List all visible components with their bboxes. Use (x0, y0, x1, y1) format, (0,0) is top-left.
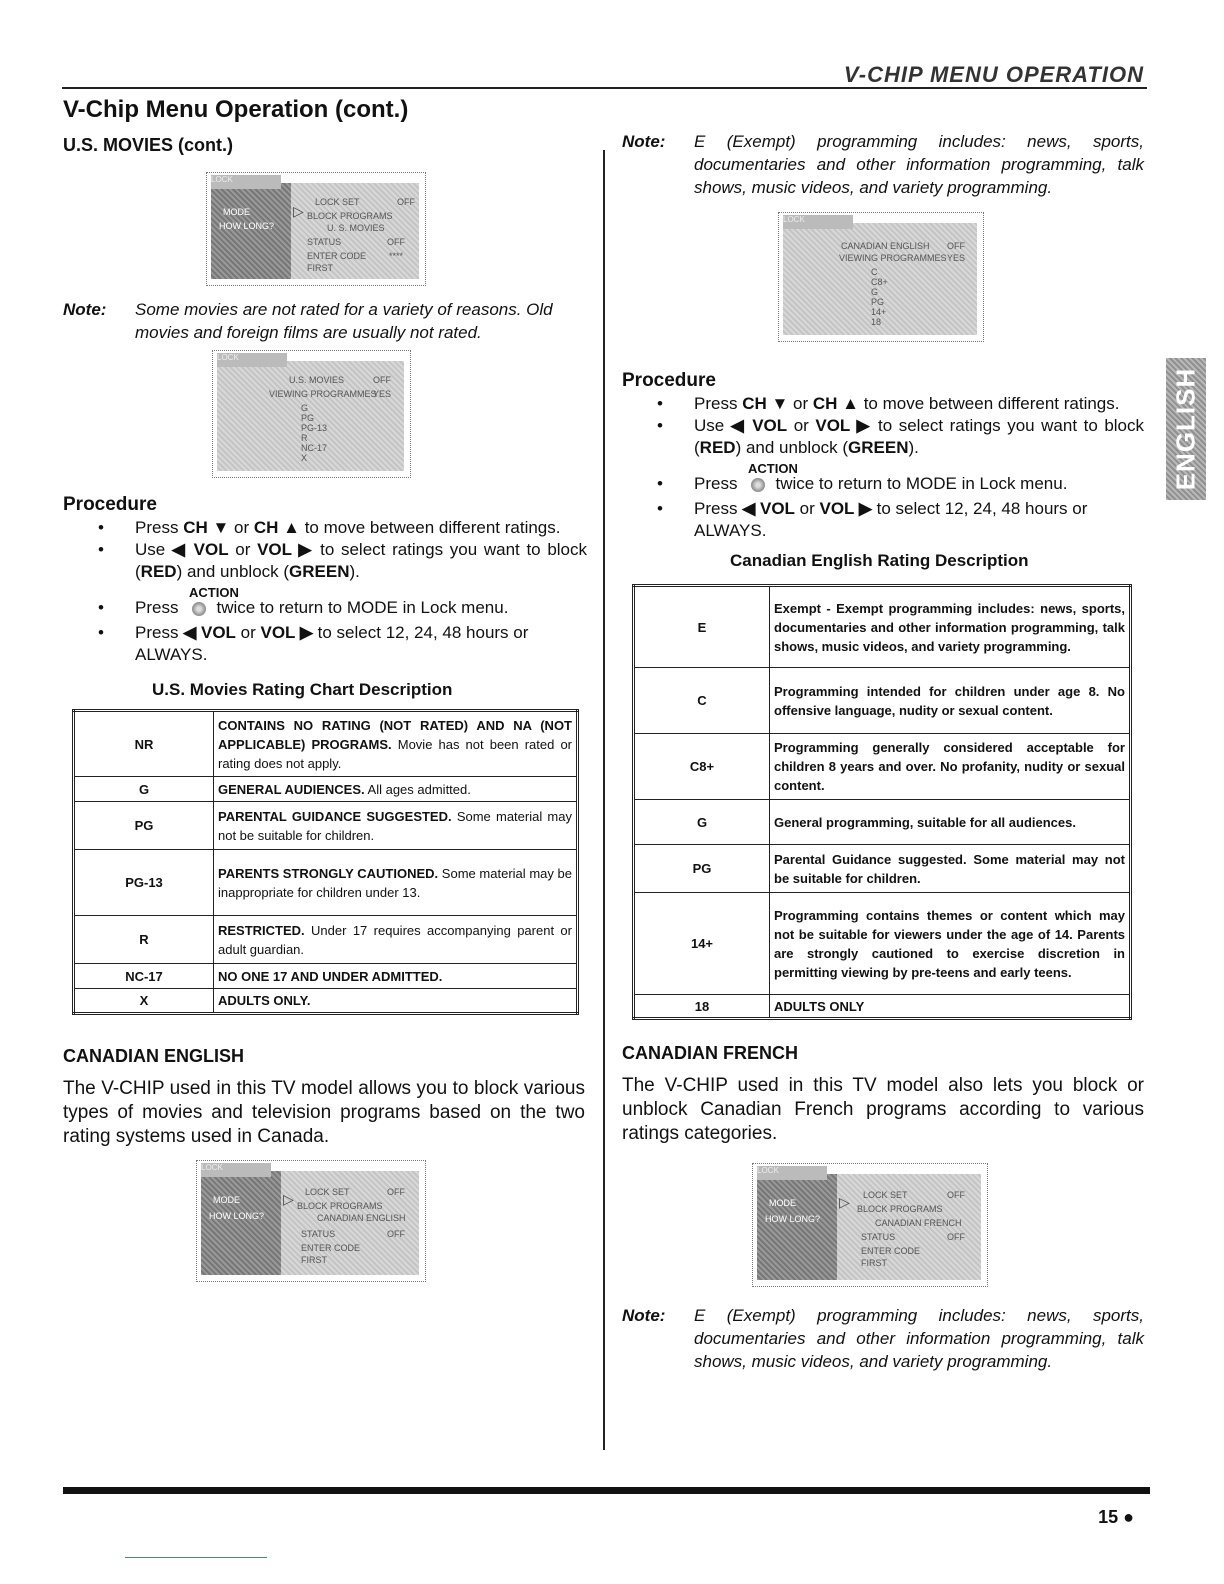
canadian-table-caption: Canadian English Rating Description (730, 551, 1029, 570)
menu-screenshot-canadian-english-ratings: LOCK CANADIAN ENGLISH VIEWING PROGRAMMES C C8+ G PG 14+ 18 OFF YES (778, 212, 984, 342)
header-rule (62, 87, 1147, 89)
menu-screenshot-us-movies-mode: LOCK MODE HOW LONG? ▷ LOCK SET BLOCK PROGRAMS U. S. MOVIES STATUS ENTER CODE FIRST OFF OFF **** (206, 172, 426, 286)
procedure-step: • Press CH ▼ or CH ▲ to move between different ratings. (657, 394, 1120, 413)
table-row: PG Parental Guidance suggested. Some material may not be suitable for children. (634, 845, 1131, 893)
pointer-icon: ▷ (293, 203, 304, 219)
table-row: NR CONTAINS NO RATING (NOT RATED) AND NA (NOT APPLICABLE) PROGRAMS. Movie has not been rated or rating does not apply. (74, 711, 578, 777)
table-row: G GENERAL AUDIENCES. All ages admitted. (74, 777, 578, 802)
action-caption: ACTION (748, 461, 798, 476)
section-title-canadian-french: CANADIAN FRENCH (622, 1043, 798, 1063)
action-button-icon (751, 478, 765, 492)
canadian-english-rating-table (632, 584, 1132, 1020)
note-label: Note: (63, 300, 107, 319)
note-text: E (Exempt) programming includes: news, sports, documentaries and other information programming, talk shows, music videos, and variety programming. (694, 1306, 1144, 1371)
table-row: R RESTRICTED. Under 17 requires accompanying parent or adult guardian. (74, 916, 578, 964)
page-title: V-Chip Menu Operation (cont.) (63, 96, 409, 123)
note-text: E (Exempt) programming includes: news, sports, documentaries and other information programming, talk shows, music videos, and variety programming. (694, 132, 1144, 197)
pointer-icon: ▷ (839, 1194, 850, 1210)
running-header: V-CHIP MENU OPERATION (843, 62, 1144, 87)
table-row: 18 ADULTS ONLY (634, 995, 1131, 1019)
us-movies-rating-table (72, 709, 579, 1015)
section-title-canadian-english: CANADIAN ENGLISH (63, 1046, 245, 1066)
footer-rule (63, 1487, 1150, 1494)
procedure-list (98, 517, 588, 666)
table-row: NC-17 NO ONE 17 AND UNDER ADMITTED. (74, 964, 578, 989)
table-row: 14+ Programming contains themes or content which may not be suitable for viewers under the age of 14. Parents are strongly cautioned to exercise discretion in permitting viewing by pre-teens and early teens. (634, 893, 1131, 995)
menu-screenshot-canadian-english-mode: LOCK MODE HOW LONG? ▷ LOCK SET BLOCK PROGRAMS CANADIAN ENGLISH STATUS ENTER CODE FIRST OFF OFF (196, 1160, 426, 1282)
procedure-step: • Press ◀ VOL or VOL ▶ to select 12, 24, 48 hours or ALWAYS. (657, 499, 1088, 540)
table-row: G General programming, suitable for all audiences. (634, 800, 1131, 845)
scan-artifact-line (125, 1557, 267, 1558)
us-table-caption: U.S. Movies Rating Chart Description (152, 680, 453, 699)
menu-screenshot-canadian-french-mode: LOCK MODE HOW LONG? ▷ LOCK SET BLOCK PROGRAMS CANADIAN FRENCH STATUS ENTER CODE FIRST OFF OFF (752, 1163, 988, 1287)
note-label: Note: (622, 1306, 666, 1325)
procedure-title: Procedure (63, 494, 157, 515)
table-row: PG-13 PARENTS STRONGLY CAUTIONED. Some material may be inappropriate for children under 13. (74, 850, 578, 916)
note-text: Some movies are not rated for a variety of reasons. Old movies and foreign films are usually not rated. (135, 300, 553, 342)
table-row: C8+ Programming generally considered acceptable for children 8 years and over. No profanity, nudity or sexual content. (634, 734, 1131, 800)
procedure-step: • Press twice to return to MODE in Lock menu. (98, 598, 509, 617)
action-caption: ACTION (189, 585, 239, 600)
procedure-title: Procedure (622, 370, 716, 391)
table-row: C Programming intended for children under age 8. No offensive language, nudity or sexual content. (634, 668, 1131, 734)
table-row: X ADULTS ONLY. (74, 989, 578, 1014)
procedure-step: • Press CH ▼ or CH ▲ to move between different ratings. (98, 518, 561, 537)
page-number: 15 ● (1098, 1507, 1134, 1527)
action-button-icon (192, 602, 206, 616)
procedure-list (657, 393, 1145, 542)
pointer-icon: ▷ (283, 1191, 294, 1207)
procedure-step: • Press twice to return to MODE in Lock menu. (657, 474, 1068, 493)
procedure-step: • Use ◀ VOL or VOL ▶ to select ratings you want to block (RED) and unblock (GREEN). (657, 416, 1145, 457)
note-label: Note: (622, 132, 666, 151)
canadian-english-text: The V-CHIP used in this TV model allows you to block various types of movies and television programs based on the two rating systems used in Canada. (63, 1078, 585, 1147)
section-title-us-movies: U.S. MOVIES (cont.) (63, 135, 234, 155)
table-row: PG PARENTAL GUIDANCE SUGGESTED. Some material may not be suitable for children. (74, 802, 578, 850)
procedure-step: • Use ◀ VOL or VOL ▶ to select ratings you want to block (RED) and unblock (GREEN). (98, 540, 588, 581)
procedure-step: • Press ◀ VOL or VOL ▶ to select 12, 24, 48 hours or ALWAYS. (98, 623, 529, 664)
canadian-french-text: The V-CHIP used in this TV model also lets you block or unblock Canadian French programs according to various ratings categories. (622, 1075, 1144, 1144)
table-row: E Exempt - Exempt programming includes: news, sports, documentaries and other information programming, talk shows, music videos, and variety programming. (634, 586, 1131, 668)
language-side-tab: ENGLISH (1166, 358, 1206, 500)
menu-screenshot-us-movies-ratings: LOCK U.S. MOVIES VIEWING PROGRAMMES G PG PG-13 R NC-17 X OFF YES (212, 350, 411, 478)
column-divider (603, 150, 605, 1450)
